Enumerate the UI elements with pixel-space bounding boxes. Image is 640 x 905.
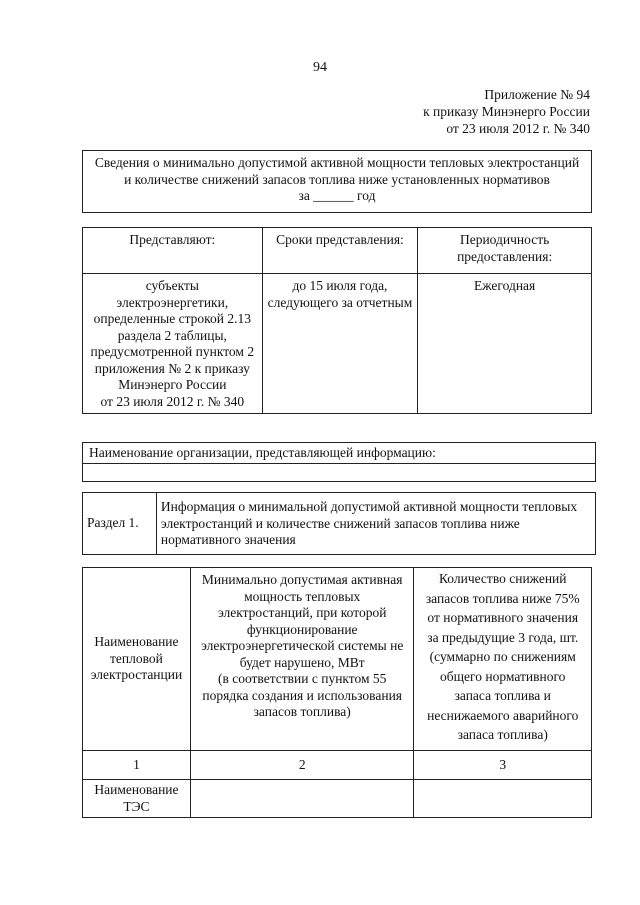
title-line: Сведения о минимально допустимой активной мощности тепловых электростанций — [94, 155, 580, 170]
header-submitters: Представляют: — [83, 228, 263, 274]
appendix-line: к приказу Минэнерго России — [423, 104, 590, 119]
data-table — [82, 567, 592, 818]
reporting-table — [82, 227, 592, 414]
header-plant-name: Наименование тепловой электростанции — [83, 568, 191, 751]
appendix-reference — [423, 86, 590, 137]
title-line: и количестве снижений запасов топлива ниже установленных нормативов — [124, 171, 550, 187]
row-min-power-value — [190, 780, 414, 818]
row-fuel-reductions-value — [414, 780, 592, 818]
header-min-power: Минимально допустимая активная мощность тепловых электростанций, при которой функционирование электроэнергетической системы не будет нарушено, МВт (в соответствии с пунктом 55 порядка создания и использования запасов топлива) — [190, 568, 414, 751]
section-text: Информация о минимальной допустимой активной мощности тепловых электростанций и количестве снижений запасов топлива ниже нормативного значения — [156, 493, 595, 555]
appendix-line: от 23 июля 2012 г. № 340 — [446, 121, 590, 136]
header-deadline: Сроки представления: — [262, 228, 418, 274]
header-periodicity: Периодичность предоставления: — [418, 228, 592, 274]
column-number: 3 — [414, 751, 592, 780]
periodicity-cell: Ежегодная — [418, 274, 592, 414]
title-line: за ______ год — [298, 188, 376, 203]
submitters-cell: субъекты электроэнергетики, определенные строкой 2.13 раздела 2 таблицы, предусмотренной пунктом 2 приложения № 2 к приказу Минэнерго России от 23 июля 2012 г. № 340 — [83, 274, 263, 414]
deadline-cell: до 15 июля года, следующего за отчетным — [262, 274, 418, 414]
form-title — [82, 150, 592, 213]
organization-label: Наименование организации, представляющей информацию: — [89, 445, 436, 460]
page-number: 94 — [313, 60, 327, 75]
divider — [83, 463, 595, 464]
header-fuel-reductions: Количество снижений запасов топлива ниже 75% от нормативного значения за предыдущие 3 года, шт. (суммарно по снижениям общего нормативного запаса топлива и неснижаемого аварийного запаса топлива) — [414, 568, 592, 751]
section-label: Раздел 1. — [83, 493, 157, 555]
column-number: 1 — [83, 751, 191, 780]
section-table — [82, 492, 596, 555]
row-plant-name: Наименование ТЭС — [83, 780, 191, 818]
column-number: 2 — [190, 751, 414, 780]
appendix-line: Приложение № 94 — [484, 87, 590, 102]
organization-field — [82, 442, 596, 482]
